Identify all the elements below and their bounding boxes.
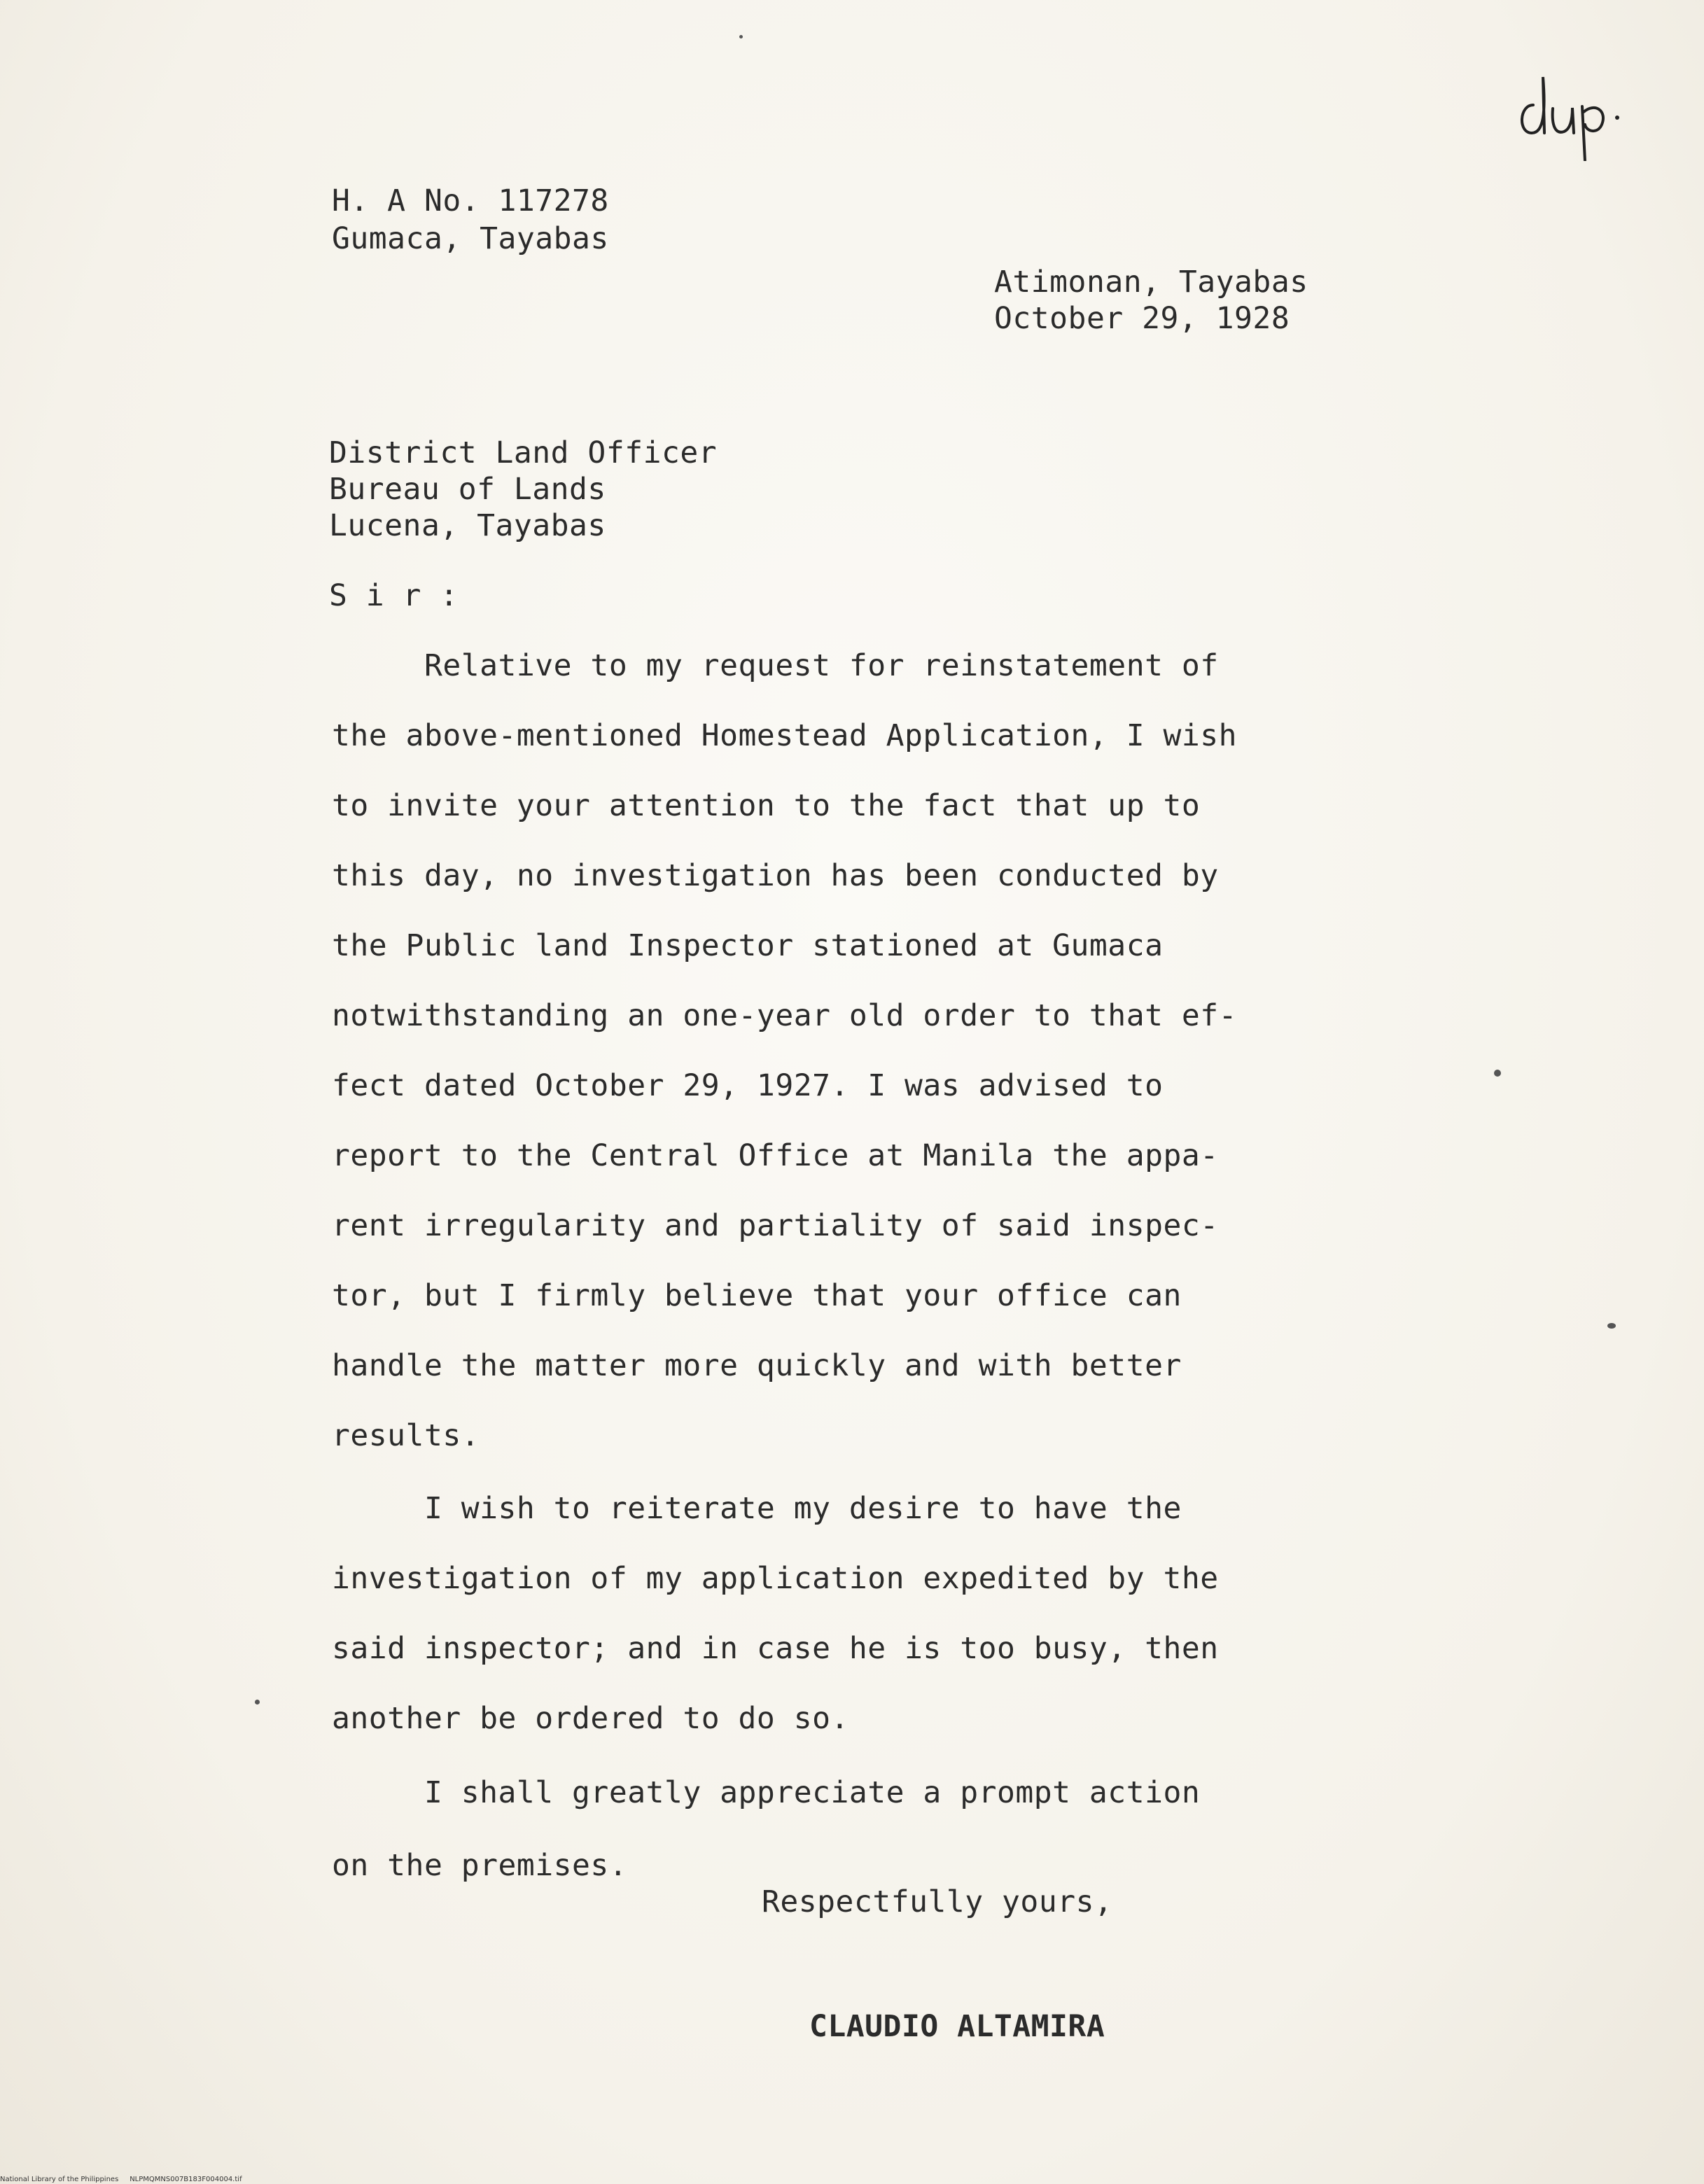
salutation: S i r : [329,578,459,613]
body-line: I wish to reiterate my desire to have the [332,1491,1182,1526]
body-line: investigation of my application expedited by the [332,1561,1219,1596]
addressee-office: Bureau of Lands [329,472,606,507]
dateline-date: October 29, 1928 [994,301,1290,336]
body-line: results. [332,1418,480,1453]
paper-speck [255,1700,260,1704]
body-line: I shall greatly appreciate a prompt action [332,1775,1201,1810]
body-line: to invite your attention to the fact that up to [332,788,1201,823]
body-line: notwithstanding an one-year old order to that ef- [332,998,1238,1033]
body-line: on the premises. [332,1848,628,1883]
paper-speck [1607,1323,1616,1329]
body-line: the above-mentioned Homestead Application, I wish [332,718,1238,753]
reference-number: H. A No. 117278 [332,183,609,218]
body-line: the Public land Inspector stationed at Gumaca [332,928,1164,963]
body-line: handle the matter more quickly and with better [332,1348,1182,1383]
dateline-place: Atimonan, Tayabas [994,265,1308,300]
paper-speck [739,35,743,38]
body-line: said inspector; and in case he is too busy, then [332,1631,1219,1666]
body-line: fect dated October 29, 1927. I was advised to [332,1068,1164,1103]
signature-name: CLAUDIO ALTAMIRA [809,2009,1105,2044]
addressee-location: Lucena, Tayabas [329,508,606,543]
body-line: report to the Central Office at Manila the appa- [332,1138,1219,1173]
body-line: this day, no investigation has been conducted by [332,858,1219,893]
paper-speck [1494,1070,1501,1077]
body-line: rent irregularity and partiality of said inspec- [332,1208,1219,1243]
body-line: another be ordered to do so. [332,1701,849,1736]
handwritten-annotation [1512,56,1624,161]
body-line: Relative to my request for reinstatement of [332,648,1219,683]
handwritten-note-text: dup. [1512,56,1514,57]
scan-footer [0,2176,242,2184]
footer-library: National Library of the Philippines [0,2176,119,2183]
closing: Respectfully yours, [762,1884,1113,1919]
body-line: tor, but I firmly believe that your office can [332,1278,1182,1313]
addressee-title: District Land Officer [329,435,718,470]
reference-location: Gumaca, Tayabas [332,221,609,256]
footer-filename: NLPMQMNS007B183F004004.tif [130,2176,242,2183]
